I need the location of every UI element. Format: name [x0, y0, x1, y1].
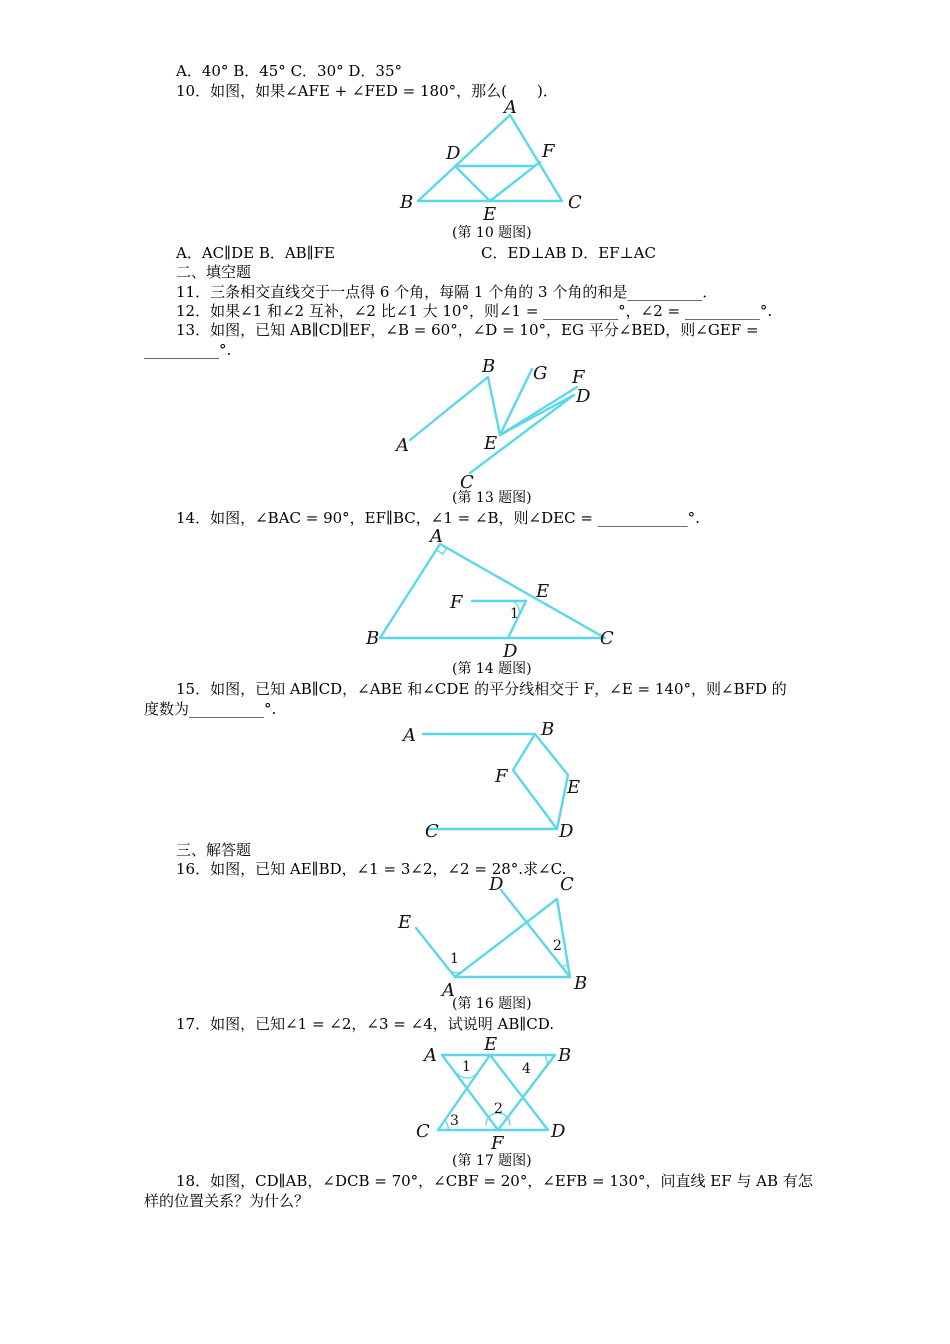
q16-label-c: C — [560, 874, 574, 895]
q13-stem: 13．如图，已知 AB∥CD∥EF，∠B = 60°，∠D = 10°，EG 平分∠BED，则∠GEF = — [176, 321, 759, 339]
q17-label-f: F — [491, 1133, 504, 1154]
q14-triangle — [380, 544, 605, 638]
q16-figure — [390, 872, 610, 1001]
q17-angle-3: 3 — [450, 1113, 459, 1129]
q10-segments-de-ef — [455, 162, 540, 201]
q13-figure — [390, 355, 610, 495]
q17-figure — [410, 1033, 590, 1153]
q17-label-c: C — [416, 1121, 430, 1142]
q17-label-b: B — [558, 1045, 572, 1066]
q13-caption: (第 13 题图) — [452, 490, 532, 506]
q15-figure — [395, 715, 595, 845]
q15-label-f: F — [495, 766, 508, 787]
q13-label-a: A — [396, 435, 409, 456]
q13-label-d: D — [576, 386, 591, 407]
section-2-title: 二、填空题 — [176, 263, 252, 281]
q15-stem-line2: 度数为__________°. — [144, 700, 277, 718]
q10-figure — [380, 95, 620, 225]
q10-label-d: D — [446, 143, 461, 164]
q10-stem: 10．如图，如果∠AFE + ∠FED = 180°，那么( )． — [176, 82, 558, 100]
q15-stem: 15．如图，已知 AB∥CD，∠ABE 和∠CDE 的平分线相交于 F，∠E = 140°，则∠BFD 的 — [176, 680, 787, 698]
q9-options: A．40° B．45° C．30° D．35° — [176, 62, 403, 80]
q14-angle-1: 1 — [510, 606, 519, 622]
q11-stem: 11．三条相交直线交于一点得 6 个角，每隔 1 个角的 3 个角的和是__________． — [176, 283, 718, 301]
q13-label-b: B — [482, 356, 496, 377]
q16-stem: 16．如图，已知 AE∥BD，∠1 = 3∠2，∠2 = 28°.求∠C. — [176, 860, 567, 878]
q18-stem-line2: 样的位置关系？为什么？ — [144, 1192, 310, 1210]
q17-angle-3-arc — [445, 1121, 448, 1130]
q10-label-c: C — [568, 192, 582, 213]
q13-label-c: C — [460, 472, 474, 493]
q17-angle-4-arc — [546, 1055, 549, 1064]
q13-path-a-b-e-g — [410, 369, 532, 440]
q10-triangle — [418, 115, 562, 201]
q17-label-e: E — [484, 1034, 498, 1055]
q13-label-g: G — [533, 363, 548, 384]
q13-label-e: E — [484, 433, 498, 454]
q10-label-e: E — [483, 204, 497, 225]
q10-label-a: A — [504, 97, 517, 118]
q15-path-b-f-d — [513, 734, 557, 829]
q14-label-f: F — [450, 592, 463, 613]
q14-label-c: C — [600, 628, 614, 649]
q17-label-d: D — [551, 1121, 566, 1142]
q17-angle-2: 2 — [494, 1101, 503, 1117]
q14-figure — [360, 526, 630, 661]
q15-label-c: C — [425, 821, 439, 842]
q16-caption: (第 16 题图) — [452, 996, 532, 1012]
q17-angle-4: 4 — [522, 1061, 531, 1077]
q14-stem: 14．如图，∠BAC = 90°，EF∥BC，∠1 = ∠B，则∠DEC = ____________°. — [176, 509, 700, 527]
q14-label-e: E — [536, 581, 550, 602]
q16-label-a: A — [442, 980, 455, 1001]
q15-label-d: D — [559, 821, 574, 842]
q17-label-a: A — [424, 1045, 437, 1066]
q10-label-b: B — [400, 192, 414, 213]
q16-label-b: B — [574, 973, 588, 994]
q13-label-f: F — [572, 367, 585, 388]
q14-label-b: B — [366, 628, 380, 649]
q17-caption: (第 17 题图) — [452, 1153, 532, 1169]
q10-label-f: F — [542, 141, 555, 162]
q10-options-ab: A．AC∥DE B．AB∥FE — [176, 244, 335, 262]
q16-label-e: E — [398, 912, 412, 933]
q17-angle-1: 1 — [462, 1059, 471, 1075]
section-3-title: 三、解答题 — [176, 841, 252, 859]
q15-label-e: E — [567, 777, 581, 798]
q14-label-a: A — [430, 526, 443, 547]
q15-label-a: A — [403, 725, 416, 746]
q15-label-b: B — [541, 719, 555, 740]
q10-caption: (第 10 题图) — [452, 225, 532, 241]
q10-options-cd: C．ED⊥AB D．EF⊥AC — [481, 244, 656, 262]
q14-caption: (第 14 题图) — [452, 661, 532, 677]
q16-angle-1: 1 — [450, 951, 459, 967]
q16-label-d: D — [489, 874, 504, 895]
q16-angle-2: 2 — [553, 938, 562, 954]
q18-stem: 18．如图，CD∥AB，∠DCB = 70°，∠CBF = 20°，∠EFB = 130°，问直线 EF 与 AB 有怎 — [176, 1172, 813, 1190]
q14-label-d: D — [503, 641, 518, 662]
q13-stem-line2: __________°. — [144, 341, 232, 359]
q12-stem: 12．如果∠1 和∠2 互补，∠2 比∠1 大 10°，则∠1 = __________°，∠2 = __________°. — [176, 302, 773, 320]
q17-stem: 17．如图，已知∠1 = ∠2，∠3 = ∠4，试说明 AB∥CD. — [176, 1015, 555, 1033]
